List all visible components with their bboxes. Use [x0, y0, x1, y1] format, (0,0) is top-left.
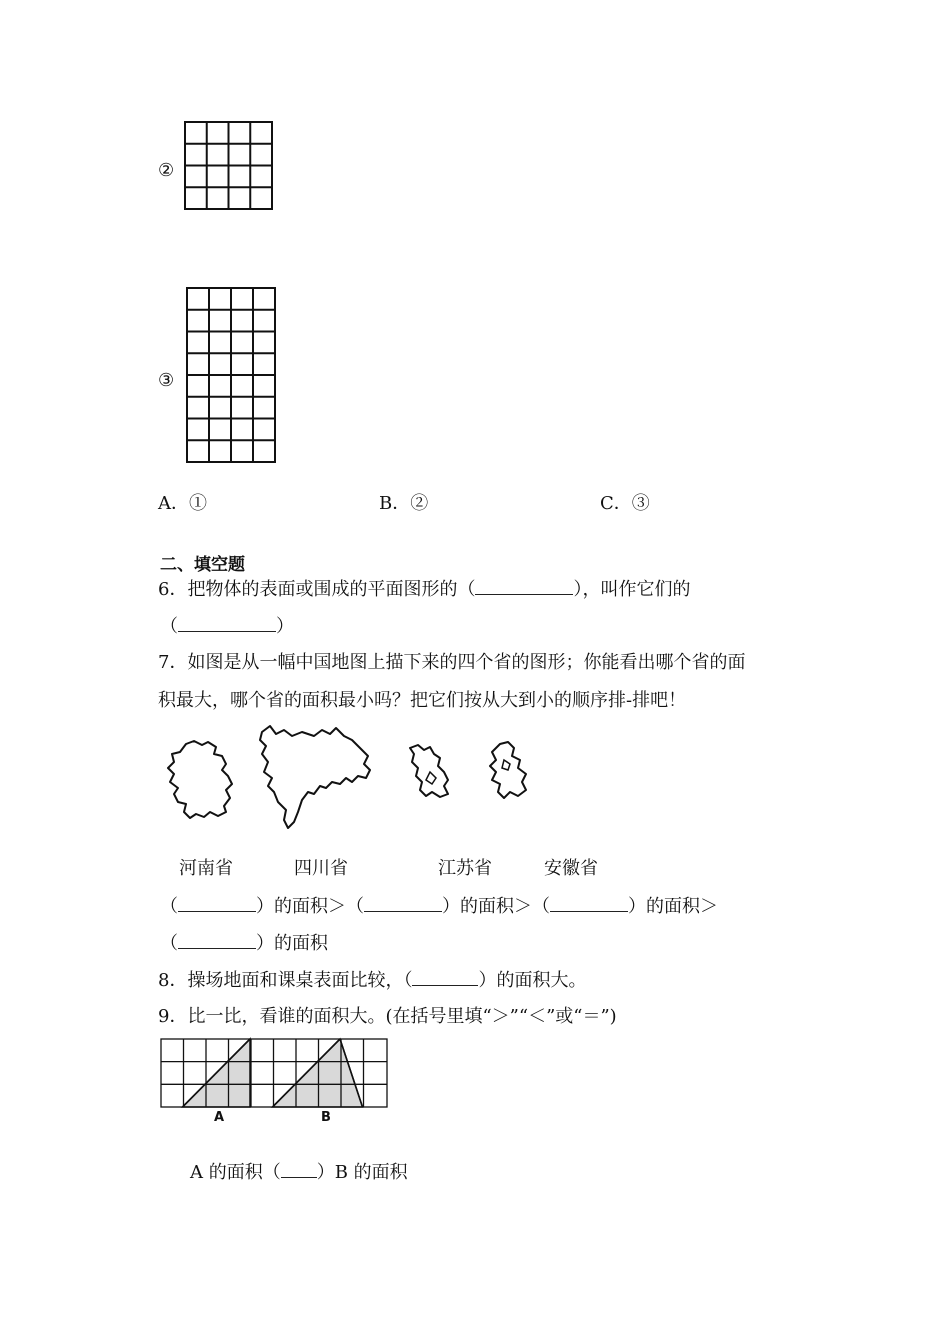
henan-outline — [164, 738, 236, 820]
option-b[interactable]: B．② — [379, 493, 429, 514]
province-henan: 河南省 — [179, 858, 233, 879]
q8-blank[interactable] — [412, 968, 478, 986]
q6-line1 — [158, 577, 690, 602]
q7-line1: 7．如图是从一幅中国地图上描下来的四个省的图形；你能看出哪个省的面 — [158, 652, 746, 673]
q6-blank-2[interactable] — [178, 614, 276, 632]
province-sichuan: 四川省 — [294, 858, 348, 879]
q7-open-3: （ — [532, 896, 550, 917]
option-a[interactable]: A．① — [158, 493, 207, 514]
figure-3-label: ③ — [158, 370, 175, 391]
q8-suffix: ）的面积大。 — [478, 970, 587, 991]
grid-figure-2 — [184, 121, 274, 211]
section-title: 二、填空题 — [160, 555, 245, 575]
q6-blank-1[interactable] — [475, 577, 573, 595]
option-c[interactable]: C．③ — [600, 493, 650, 514]
grid-figure-3 — [186, 287, 277, 464]
figure-2-label: ② — [158, 160, 175, 181]
q7-order-line1 — [160, 894, 718, 919]
q7-close-3: ）的面积＞ — [628, 896, 718, 917]
q7-close-4: ）的面积 — [256, 933, 328, 954]
q7-close-2: ）的面积＞ — [442, 896, 532, 917]
q8-line — [158, 968, 586, 993]
q7-line2: 积最大，哪个省的面积最小吗？把它们按从大到小的顺序排-排吧！ — [158, 690, 687, 711]
q8-prefix: 8．操场地面和课桌表面比较，（ — [158, 970, 413, 991]
q7-order-line2 — [160, 931, 328, 956]
province-jiangsu: 江苏省 — [438, 858, 492, 879]
q7-open-2: （ — [346, 896, 364, 917]
q6-suffix: ），叫作它们的 — [573, 579, 691, 600]
q6-close: ） — [276, 616, 294, 637]
q9-blank[interactable] — [281, 1160, 317, 1178]
sichuan-outline — [256, 722, 374, 832]
q7-open-1: （ — [160, 896, 178, 917]
province-anhui: 安徽省 — [544, 858, 598, 879]
q7-blank-3[interactable] — [550, 894, 628, 912]
q6-line2 — [160, 614, 294, 639]
q6-prefix: 6．把物体的表面或围成的平面图形的（ — [158, 579, 476, 600]
q9-label-a: A — [214, 1110, 225, 1125]
triangle-b — [273, 1039, 363, 1107]
q7-blank-2[interactable] — [364, 894, 442, 912]
q7-blank-4[interactable] — [178, 931, 256, 949]
anhui-outline — [484, 740, 530, 800]
q9-answer-suffix: ）B 的面积 — [316, 1162, 408, 1183]
q7-blank-1[interactable] — [178, 894, 256, 912]
q9-answer-line — [190, 1160, 408, 1185]
jiangsu-outline — [404, 742, 454, 800]
q7-open-4: （ — [160, 933, 178, 954]
q9-label-b: B — [321, 1110, 331, 1125]
q9-answer-prefix: A 的面积（ — [190, 1162, 281, 1183]
q9-grid-figure — [160, 1038, 390, 1110]
q7-close-1: ）的面积＞ — [256, 896, 346, 917]
q6-open: （ — [160, 616, 178, 637]
q9-question: 9．比一比，看谁的面积大。(在括号里填“＞”“＜”或“＝”) — [158, 1006, 617, 1027]
